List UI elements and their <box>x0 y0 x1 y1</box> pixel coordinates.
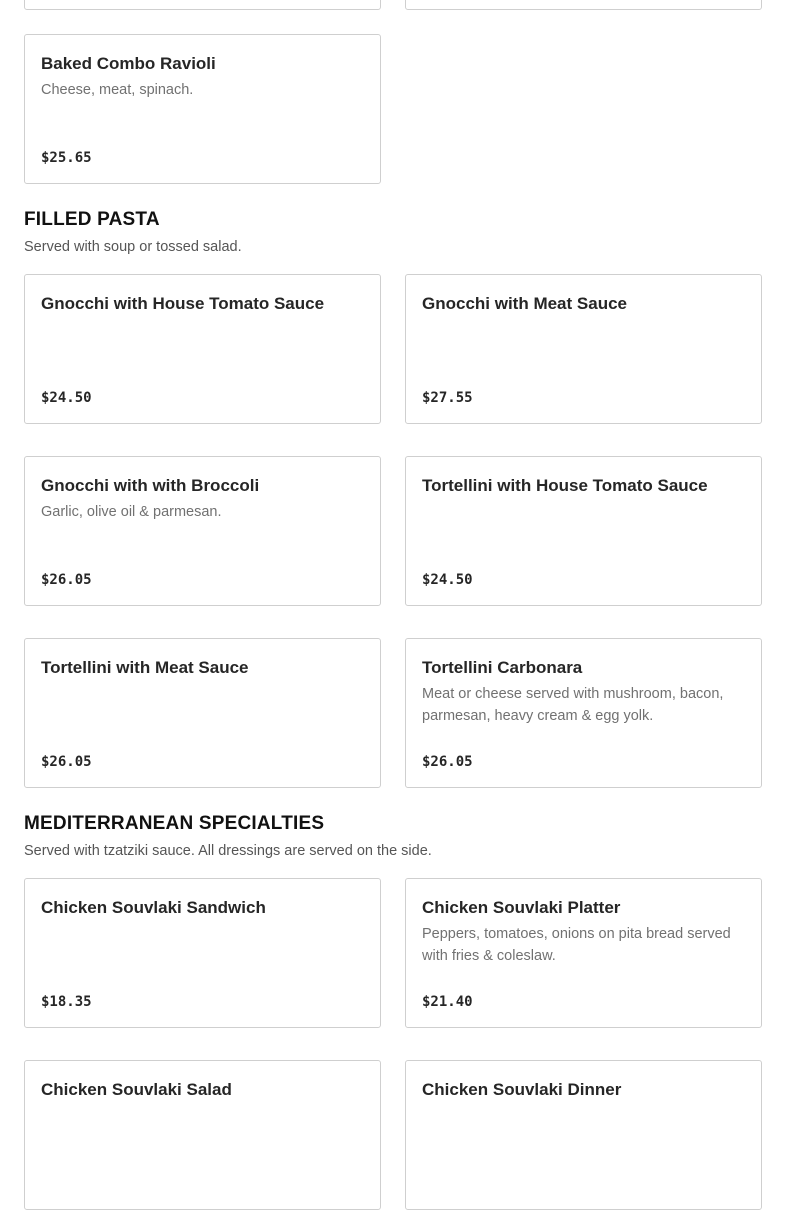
menu-item-description: Cheese, meat, spinach. <box>41 82 194 98</box>
menu-item-description: Garlic, olive oil & parmesan. <box>41 504 222 520</box>
menu-item-card[interactable] <box>24 34 381 184</box>
menu-item-name: Chicken Souvlaki Salad <box>41 1080 232 1099</box>
menu-item-card[interactable] <box>24 878 381 1028</box>
menu-item-name: Gnocchi with with Broccoli <box>41 476 260 495</box>
menu-item-name: Chicken Souvlaki Dinner <box>422 1080 622 1099</box>
menu-item-name: Baked Combo Ravioli <box>41 54 216 73</box>
menu-item-name: Chicken Souvlaki Sandwich <box>41 898 266 917</box>
section-title: FILLED PASTA <box>24 209 160 230</box>
section-title: MEDITERRANEAN SPECIALTIES <box>24 813 325 834</box>
menu-item-card[interactable] <box>24 1060 381 1210</box>
section-subtitle: Served with tzatziki sauce. All dressings are served on the side. <box>24 843 432 859</box>
menu-item-name: Gnocchi with Meat Sauce <box>422 294 627 313</box>
menu-item-price: $24.50 <box>422 572 473 588</box>
menu-item-card[interactable] <box>24 0 381 10</box>
menu-item-price: $24.50 <box>41 390 92 406</box>
menu-item-price: $25.65 <box>41 150 92 166</box>
menu-item-price: $18.35 <box>41 994 92 1010</box>
menu-item-price: $26.05 <box>41 754 92 770</box>
menu-item-name: Tortellini with Meat Sauce <box>41 658 249 677</box>
menu-item-description: Meat or cheese served with mushroom, bacon, parmesan, heavy cream & egg yolk. <box>422 686 724 724</box>
menu-item-price: $21.40 <box>422 994 473 1010</box>
section-subtitle: Served with soup or tossed salad. <box>24 239 242 255</box>
menu-item-card[interactable] <box>405 274 762 424</box>
menu-item-card[interactable] <box>405 638 762 788</box>
menu-item-card[interactable] <box>405 456 762 606</box>
menu-item-name: Tortellini with House Tomato Sauce <box>422 476 708 495</box>
menu-item-price: $27.55 <box>422 390 473 406</box>
menu-item-card[interactable] <box>24 274 381 424</box>
menu-item-name: Tortellini Carbonara <box>422 658 583 677</box>
menu-item-price: $26.05 <box>41 572 92 588</box>
menu-item-card[interactable] <box>24 638 381 788</box>
menu-item-card[interactable] <box>405 1060 762 1210</box>
menu-item-price: $26.05 <box>422 754 473 770</box>
menu-item-name: Chicken Souvlaki Platter <box>422 898 621 917</box>
menu-item-card[interactable] <box>405 0 762 10</box>
menu-item-name: Gnocchi with House Tomato Sauce <box>41 294 325 313</box>
menu-item-card[interactable] <box>405 878 762 1028</box>
menu-item-card[interactable] <box>24 456 381 606</box>
menu-item-description: Peppers, tomatoes, onions on pita bread served with fries & coleslaw. <box>422 926 731 964</box>
